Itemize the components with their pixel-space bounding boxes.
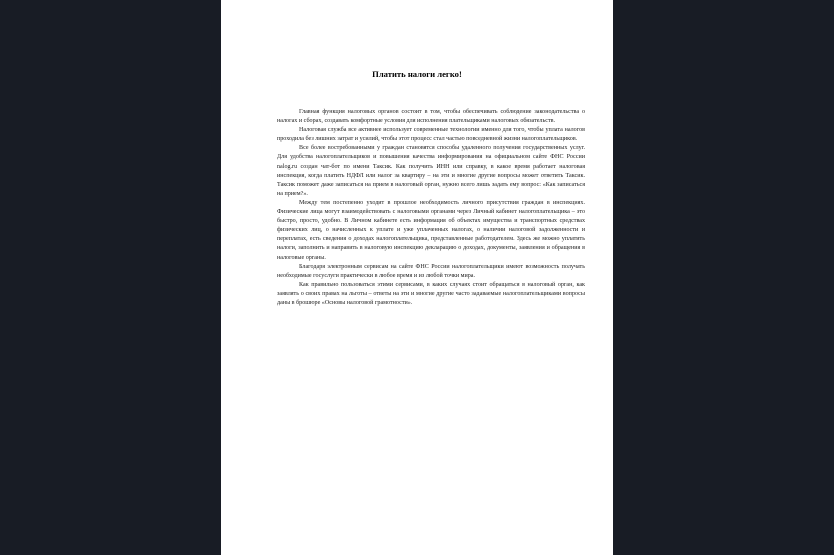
document-page (221, 0, 613, 555)
document-body (277, 108, 585, 308)
paragraph: Главная функция налоговых органов состоит в том, чтобы обеспечивать соблюдение законодательства о налогах и сборах, создавать комфортные условия для исполнения плательщиками налоговых обязательств. (277, 109, 585, 125)
document-title: Платить налоги легко! (372, 69, 462, 79)
paragraph: Благодаря электронным сервисам на сайте ФНС России налогоплательщики имеют возможность получать необходимые госуслуги практически в любое время и из любой точки мира. (277, 263, 585, 279)
paragraph: Налоговая служба все активнее использует современные технологии именно для того, чтобы уплата налогов проходила без лишних затрат и усилий, чтобы этот процесс стал частью повседневной жизни налогоплательщиков. (277, 127, 585, 143)
paragraph: Все более востребованными у граждан становятся способы удаленного получения государственных услуг. Для удобства налогоплательщиков и повышения качества информирования на официальном сайте ФНС России nalog.ru создан чат-бот по имени Таксик. Как получить ИНН или справку, в какое время работает налоговая инспекция, когда платить НДФЛ или налог за квартиру – на эти и многие другие вопросы может ответить Таксик. Таксик поможет даже записаться на прием в налоговый орган, нужно всего лишь задать ему вопрос: «Как записаться на прием?». (277, 145, 585, 197)
paragraph: Как правильно пользоваться этими сервисами, в каких случаях стоит обращаться в налоговый орган, как заявлять о своих правах на льготы – ответы на эти и многие другие часто задаваемые налогоплательщиками вопросы даны в брошюре «Основы налоговой грамотности». (277, 281, 585, 306)
paragraph: Между тем постепенно уходит в прошлое необходимость личного присутствия граждан в инспекциях. Физические лица могут взаимодействовать с налоговыми органами через Личный кабинет налогоплательщика – это быстро, просто, удобно. В Личном кабинете есть информация об объектах имущества и транспортных средствах физических лиц, о начисленных к уплате и уже уплаченных налогах, о наличии налоговой задолженности и переплатах, есть сведения о доходах налогоплательщика, представленные работодателем. Здесь же можно уплатить налоги, заполнить и направить в налоговую инспекцию декларацию о доходах, документы, заявления и обращения в налоговые органы. (277, 199, 585, 261)
